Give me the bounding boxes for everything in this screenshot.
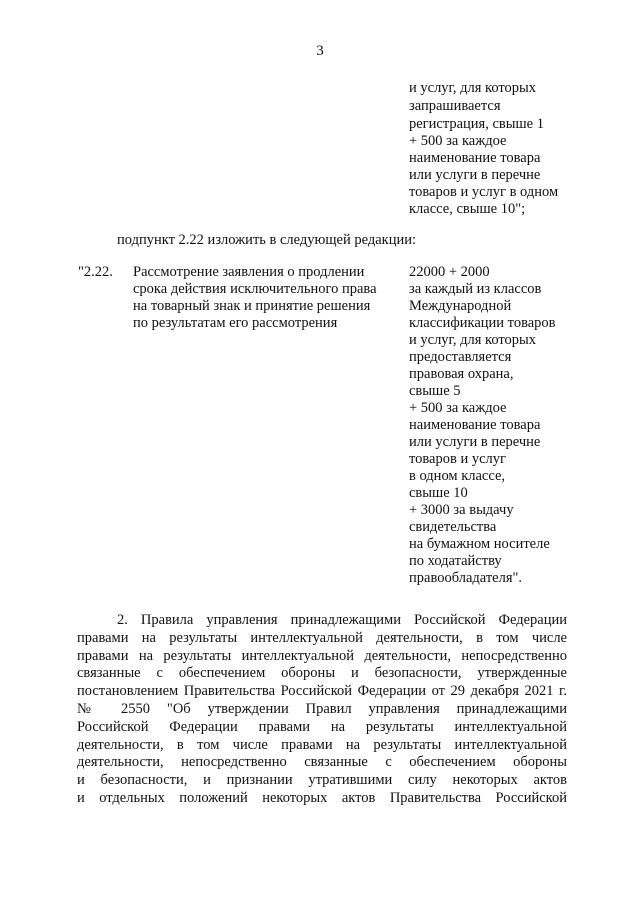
- prev-fee-line: и услуг, для которых: [409, 80, 537, 96]
- row-fee-line: наименование товара: [409, 417, 541, 433]
- row-fee-line: в одном классе,: [409, 468, 506, 484]
- row-fee-line: и услуг, для которых: [409, 332, 537, 348]
- row-number: "2.22.: [78, 264, 113, 280]
- paragraph-line: деятельности, в том числе правами на результаты интеллектуальной: [77, 736, 567, 753]
- prev-fee-line: запрашивается: [409, 98, 501, 114]
- row-fee-line: по ходатайству: [409, 553, 502, 569]
- prev-fee-line: товаров и услуг в одном: [409, 184, 559, 200]
- row-description-line: Рассмотрение заявления о продлении: [133, 264, 365, 280]
- row-description-line: на товарный знак и принятие решения: [133, 298, 371, 314]
- row-fee-line: предоставляется: [409, 349, 512, 365]
- paragraph-line: правами на результаты интеллектуальной деятельности, в том числе: [77, 629, 567, 646]
- prev-fee-line: наименование товара: [409, 150, 541, 166]
- row-fee-line: на бумажном носителе: [409, 536, 550, 552]
- page-number: 3: [316, 43, 324, 59]
- prev-fee-line: классе, свыше 10";: [409, 201, 526, 217]
- row-fee-line: товаров и услуг: [409, 451, 506, 467]
- paragraph-line: правами на результаты интеллектуальной деятельности, непосредственно: [77, 647, 567, 664]
- row-fee-line: Международной: [409, 298, 512, 314]
- paragraph-line: связанные с обеспечением обороны и безопасности, утвержденные: [77, 665, 567, 682]
- row-fee-line: или услуги в перечне: [409, 434, 541, 450]
- paragraph-line: и отдельных положений некоторых актов Правительства Российской: [77, 789, 567, 806]
- prev-fee-line: + 500 за каждое: [409, 133, 507, 149]
- paragraph-line: и безопасности, и признании утратившими силу некоторых актов: [77, 772, 567, 789]
- row-fee-line: свидетельства: [409, 519, 497, 535]
- paragraph-line: Российской Федерации правами на результаты интеллектуальной: [77, 718, 567, 735]
- row-fee-line: 22000 + 2000: [409, 264, 490, 280]
- paragraph-line: деятельности, непосредственно связанные с обеспечением обороны: [77, 754, 567, 771]
- paragraph-line: № 2550 "Об утверждении Правил управления принадлежащими: [77, 700, 567, 717]
- row-fee-line: правовая охрана,: [409, 366, 514, 382]
- row-fee-line: свыше 10: [409, 485, 468, 501]
- intro-text: подпункт 2.22 изложить в следующей редакции:: [117, 232, 417, 248]
- row-fee-line: + 3000 за выдачу: [409, 502, 514, 518]
- row-fee-line: + 500 за каждое: [409, 400, 507, 416]
- row-fee-line: свыше 5: [409, 383, 461, 399]
- paragraph-2: [77, 612, 567, 808]
- paragraph-line: постановлением Правительства Российской Федерации от 29 декабря 2021 г.: [77, 683, 567, 700]
- prev-fee-line: регистрация, свыше 1: [409, 116, 544, 132]
- row-fee-line: классификации товаров: [409, 315, 556, 331]
- row-fee-line: за каждый из классов: [409, 281, 542, 297]
- paragraph-line: 2. Правила управления принадлежащими Российской Федерации: [117, 612, 567, 628]
- row-fee-line: правообладателя".: [409, 570, 523, 586]
- row-description-line: срока действия исключительного права: [133, 281, 377, 297]
- row-description-line: по результатам его рассмотрения: [133, 315, 338, 331]
- prev-fee-line: или услуги в перечне: [409, 167, 541, 183]
